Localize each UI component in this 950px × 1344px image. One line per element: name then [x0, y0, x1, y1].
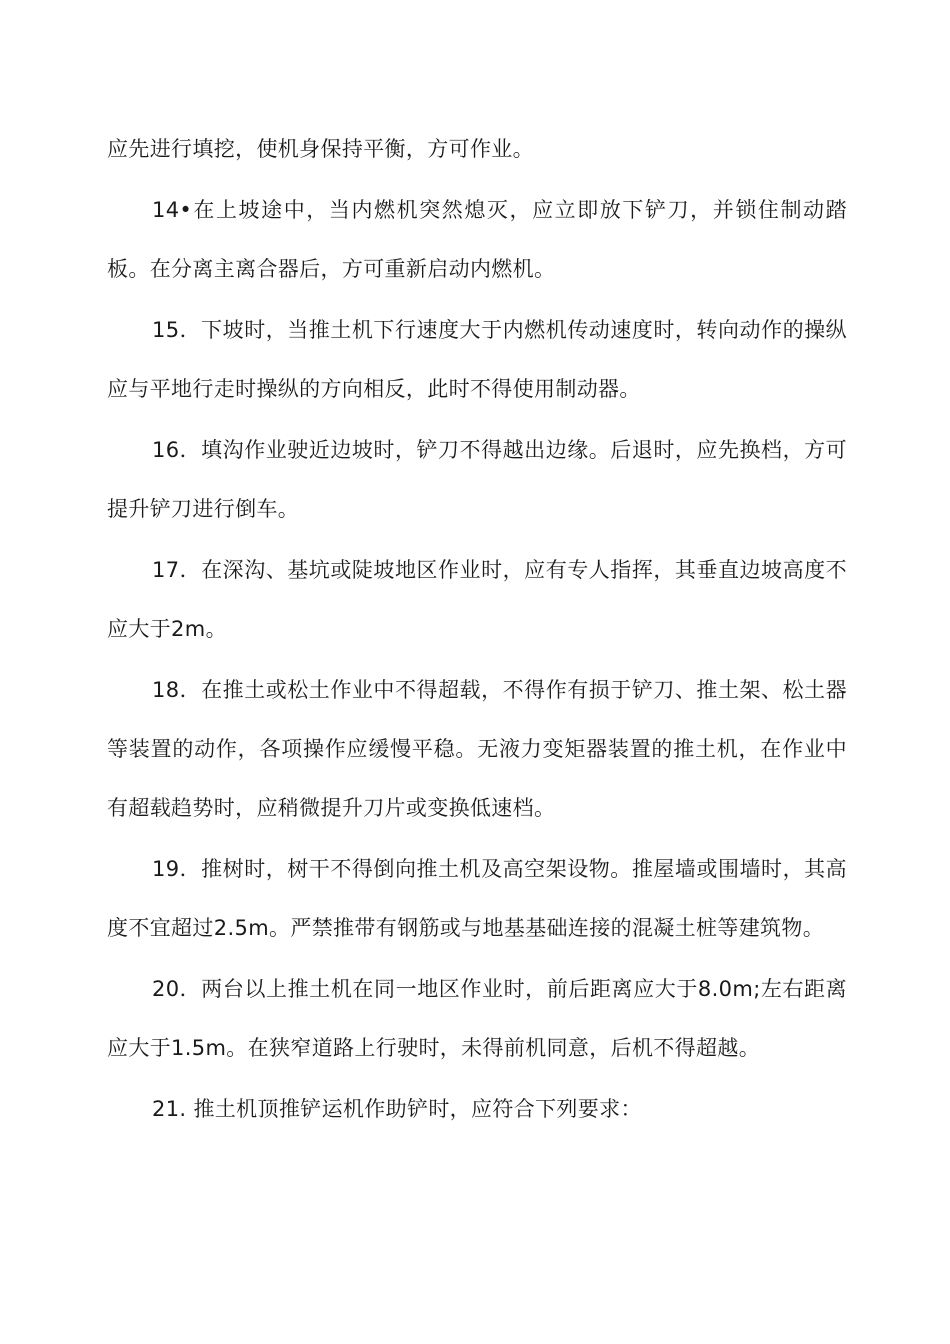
paragraph-item-15: 15．下坡时，当推土机下行速度大于内燃机传动速度时，转向动作的操纵应与平地行走时操纵的方向相反，此时不得使用制动器。 [107, 318, 847, 401]
document-body [107, 120, 847, 1141]
paragraph-item-16: 16．填沟作业驶近边坡时，铲刀不得越出边缘。后退时，应先换档，方可提升铲刀进行倒车。 [107, 438, 847, 521]
paragraph-item-20: 20．两台以上推土机在同一地区作业时，前后距离应大于8.0m;左右距离应大于1.5m。在狭窄道路上行驶时，未得前机同意，后机不得超越。 [107, 977, 847, 1060]
paragraph-item-17: 17．在深沟、基坑或陡坡地区作业时，应有专人指挥，其垂直边坡高度不应大于2m。 [107, 558, 847, 641]
paragraph-continuation: 应先进行填挖，使机身保持平衡，方可作业。 [107, 137, 534, 161]
paragraph-item-14: 14•在上坡途中，当内燃机突然熄灭，应立即放下铲刀，并锁住制动踏板。在分离主离合器后，方可重新启动内燃机。 [107, 198, 847, 281]
paragraph-item-21: 21. 推土机顶推铲运机作助铲时，应符合下列要求： [152, 1097, 642, 1121]
paragraph-item-19: 19．推树时，树干不得倒向推土机及高空架设物。推屋墙或围墙时，其高度不宜超过2.5m。严禁推带有钢筋或与地基基础连接的混凝土桩等建筑物。 [107, 857, 847, 940]
paragraph-item-18: 18．在推土或松土作业中不得超载，不得作有损于铲刀、推土架、松土器等装置的动作，各项操作应缓慢平稳。无液力变矩器装置的推土机，在作业中有超载趋势时，应稍微提升刀片或变换低速档。 [107, 678, 847, 820]
